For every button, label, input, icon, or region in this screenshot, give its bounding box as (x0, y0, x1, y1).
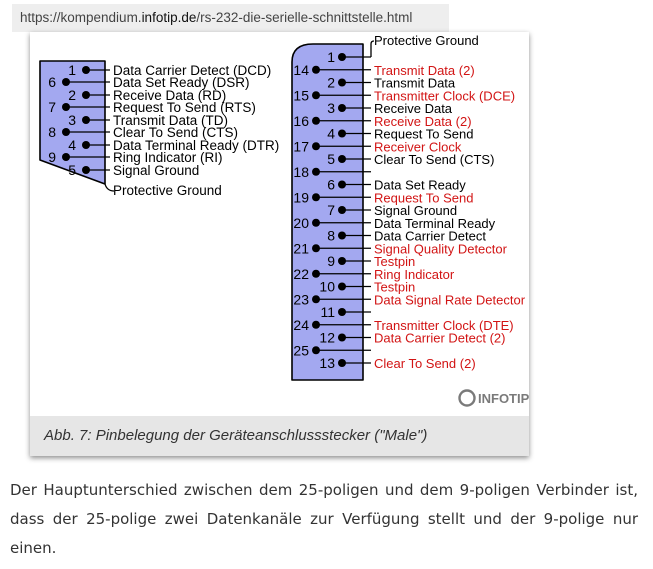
pin-number: 23 (293, 291, 309, 308)
pin-number: 16 (293, 112, 309, 129)
pin-number: 12 (319, 329, 335, 346)
pin-number: 6 (327, 176, 335, 193)
pin-number: 7 (327, 202, 335, 218)
pin-number: 6 (48, 74, 56, 90)
pin-label: Transmit Data (TD) (113, 113, 229, 128)
pinout-svg (30, 32, 529, 416)
pin-number: 1 (68, 62, 76, 78)
pin-number: 8 (327, 227, 335, 244)
pin-number: 10 (319, 278, 335, 295)
pin-number: 9 (48, 149, 56, 165)
pin-number: 2 (327, 74, 335, 91)
pin-label: Transmit Data (2) (374, 62, 475, 78)
pin-label: Request To Send (374, 126, 474, 142)
pin-label: Clear To Send (2) (374, 356, 476, 371)
pin-number: 7 (48, 99, 56, 115)
pin-number: 19 (293, 189, 309, 206)
pin-label: Data Set Ready (374, 177, 466, 193)
pin-number: 24 (293, 316, 309, 333)
figure (30, 32, 529, 456)
pin-label: Signal Ground (113, 163, 200, 178)
pin-number: 4 (68, 137, 76, 153)
pin-number: 2 (68, 87, 76, 103)
pin-number: 14 (293, 61, 309, 78)
pin-label: Data Carrier Detect (374, 228, 486, 244)
pin-label: Request To Send (374, 190, 474, 206)
pin-label: Signal Quality Detector (374, 241, 507, 257)
pin-label: Data Signal Rate Detector (374, 292, 526, 308)
pin-label: Data Carrier Detect (DCD) (113, 63, 272, 78)
pin-label: Testpin (374, 254, 416, 269)
infotip-logo (460, 391, 530, 407)
pin-number: 13 (319, 355, 335, 371)
pin-label: Signal Ground (374, 203, 458, 218)
db25-protective-ground (371, 33, 479, 57)
url-prefix: https://kompendium. (20, 10, 142, 25)
pin-label: Data Terminal Ready (374, 215, 496, 231)
pin-label: Receive Data (2) (374, 113, 472, 129)
pin-number: 15 (293, 87, 309, 104)
pin-number: 5 (68, 162, 76, 178)
body-paragraph: Der Hauptunterschied zwischen dem 25-poligen und dem 9-poligen Verbinder ist, dass der 25-polige zwei Datenkanäle zur Verfügung stellt und der 9-polige nur einen. (10, 481, 638, 557)
pin-number: 20 (293, 214, 309, 231)
ground-label: Protective Ground (113, 183, 222, 198)
pin-label: Receive Data (RD) (113, 88, 227, 103)
pin-number: 22 (293, 265, 309, 282)
infotip-logo-icon (460, 391, 475, 406)
pin-number: 17 (293, 138, 309, 155)
pin-number: 21 (293, 240, 309, 257)
pin-number: 25 (293, 342, 309, 359)
pin-label: Request To Send (RTS) (113, 100, 256, 115)
pin-label: Transmit Data (374, 75, 456, 91)
pin-label: Transmitter Clock (DTE) (374, 317, 514, 333)
ground-label: Protective Ground (374, 33, 479, 48)
figure-caption: Abb. 7: Pinbelegung der Geräteanschlussstecker ("Male") (30, 416, 529, 456)
pin-label: Testpin (374, 279, 416, 295)
pin-label: Transmitter Clock (DCE) (374, 88, 516, 104)
pin-label: Clear To Send (CTS) (113, 125, 239, 140)
pin-number: 4 (327, 125, 335, 142)
pin-label: Data Terminal Ready (DTR) (113, 138, 280, 153)
pin-number: 3 (327, 100, 335, 116)
pin-label: Receiver Clock (374, 139, 462, 155)
pin-label: Ring Indicator (374, 266, 455, 282)
source-url[interactable] (12, 4, 449, 32)
pin-label: Receive Data (374, 101, 453, 116)
pin-number: 8 (48, 124, 56, 140)
url-path: /rs-232-die-serielle-schnittstelle.html (196, 10, 413, 25)
pin-label: Data Carrier Detect (2) (374, 330, 506, 346)
pin-number: 5 (327, 151, 335, 167)
url-domain: infotip.de (141, 10, 197, 25)
pin-number: 9 (327, 253, 335, 269)
pin-number: 3 (68, 112, 76, 128)
pinout-diagram (30, 32, 529, 416)
infotip-logo-text: INFOTIP (478, 391, 529, 406)
pin-label: Data Set Ready (DSR) (113, 75, 250, 90)
pin-number: 1 (327, 49, 335, 65)
pin-number: 11 (320, 304, 335, 320)
pin-number: 18 (293, 163, 309, 180)
db9-protective-ground (105, 183, 222, 198)
pin-label: Ring Indicator (RI) (113, 150, 223, 165)
pin-label: Clear To Send (CTS) (374, 152, 495, 167)
